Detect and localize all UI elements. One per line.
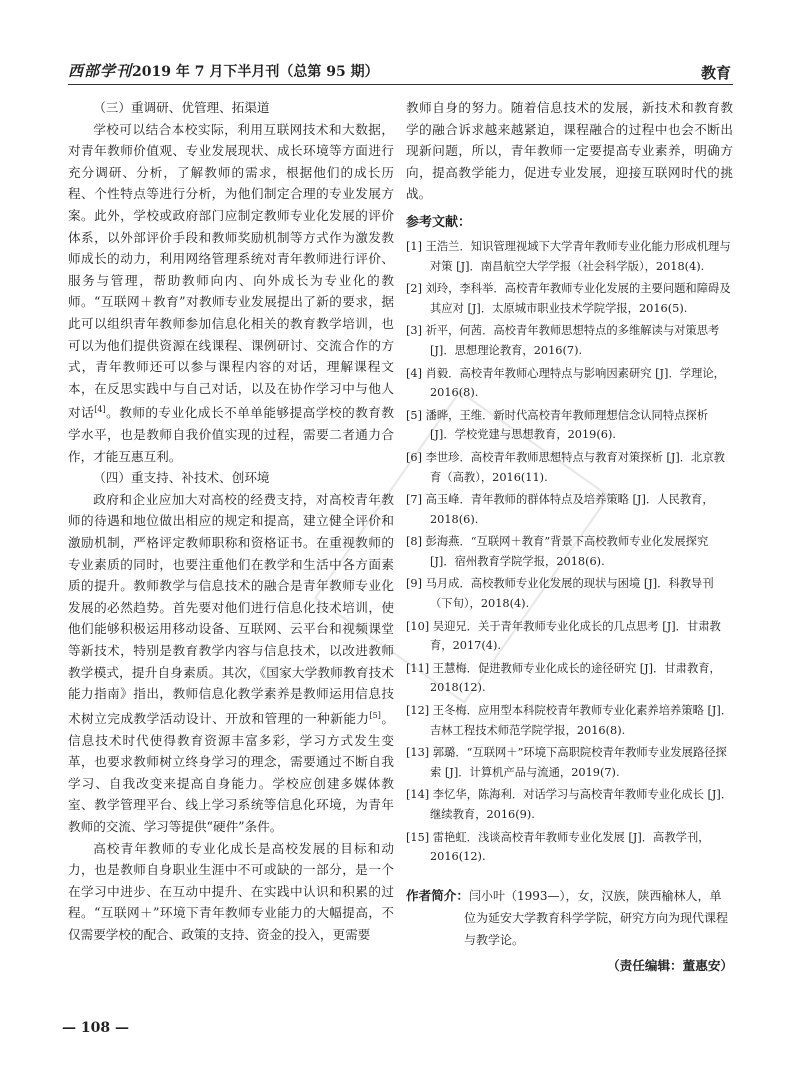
reference-item: [12] 王冬梅．应用型本科院校青年教师专业化素养培养策略 [J]．吉林工程技术师范学院学报，2016(8). bbox=[406, 704, 733, 737]
body-paragraph: 高校青年教师的专业化成长是高校发展的目标和动力，也是教师自身职业生涯中不可或缺的一部分，是一个在学习中进步、在互动中提升、在实践中认识和积累的过程。“互联网＋”环境下青年教师专业能力的大幅提高，不仅需要学校的配合、政策的支持、资金的投入，更需要 bbox=[68, 840, 394, 942]
subheading-3: （三）重调研、优管理、拓渠道 bbox=[93, 100, 270, 115]
references-title: 参考文献： bbox=[406, 214, 472, 230]
reference-item: [2] 刘玲，李科举．高校青年教师专业化发展的主要问题和障碍及其应对 [J]．太原城市职业技术学院学报，2016(5). bbox=[406, 282, 731, 315]
section-tag: 教育 bbox=[700, 64, 731, 82]
reference-item: [8] 彭海燕．“互联网＋教育”背景下高校教师专业化发展探究 [J]．宿州教育学院学报，2018(6). bbox=[406, 535, 709, 568]
journal-logo: 西部学刊 bbox=[68, 62, 133, 80]
author-label: 作者简介： bbox=[406, 887, 469, 903]
masthead bbox=[68, 62, 379, 81]
reference-item: [13] 郭璐．“互联网＋”环境下高职院校青年教师专业发展路径探索 [J]．计算机产品与流通，2019(7). bbox=[406, 746, 727, 779]
citation: [5] bbox=[369, 710, 381, 720]
responsible-editor: （责任编辑：董惠安） bbox=[607, 957, 733, 973]
body-paragraph: 教师自身的努力。随着信息技术的发展，新技术和教育教学的融合诉求越来越紧迫，课程融合的过程中也会不断出现新问题，所以，青年教师一定要提高专业素养，明确方向，提高教学能力，促进专业发展，迎接互联网时代的挑战。 bbox=[406, 100, 733, 202]
reference-item: [7] 高玉峰．青年教师的群体特点及培养策略 [J]．人民教育，2018(6). bbox=[406, 493, 714, 526]
author-bio bbox=[406, 885, 733, 951]
right-column bbox=[406, 97, 733, 974]
left-column bbox=[68, 97, 394, 946]
issue-info: 2019 年 7 月下半月刊（总第 95 期） bbox=[132, 64, 379, 80]
reference-item: [5] 潘晔，王维．新时代高校青年教师理想信念认同特点探析 [J]．学校党建与思想教育，2019(6). bbox=[406, 408, 709, 442]
reference-item: [4] 肖毅．高校青年教师心理特点与影响因素研究 [J]．学理论，2016(8). bbox=[406, 366, 725, 400]
body-paragraph: 政府和企业应加大对高校的经费支持，对高校青年教师的待遇和地位做出相应的规定和提高，建立健全评价和激励机制，严格评定教师职称和资格证书。在重视教师的专业素质的同时，也要注重他们在教学和生活中各方面素质的提升。教师教学与信息技术的融合是青年教师专业化发展的必然趋势。首先要对他们进行信息化技术培训，使他们能够积极运用移动设备、互联网、云平台和视频课堂等新技术，特别是教育教学内容与信息技术，以改进教师教学模式，提升自身素质。其次，《国家大学教师教育技术能力指南》指出，教师信息化教学素养是教师运用信息技术树立完成教学活动设计、开放和管理的一种新能力[5]。信息技术时代使得教育资源丰富多彩，学习方式发生变革，也要求教师树立终身学习的理念，需要通过不断自我学习、自我改变来提高自身能力。学校应创建多媒体教室、教学管理平台、线上学习系统等信息化环境，为青年教师的交流、学习等提供“硬件”条件。 bbox=[68, 491, 395, 834]
reference-item: [6] 李世珍．高校青年教师思想特点与教育对策探析 [J]．北京教育（高教），2016(11). bbox=[406, 450, 725, 484]
reference-list bbox=[406, 237, 733, 867]
body-paragraph: 学校可以结合本校实际，利用互联网技术和大数据，对青年教师价值观、专业发展现状、成长环境等方面进行充分调研、分析，了解教师的需求，根据他们的成长历程、个性特点等进行分析，为他们制定合理的专业发展方案。此外，学校或政府部门应制定教师专业化发展的评价体系，以外部评价手段和教师奖励机制等方式作为激发教师成长的动力，利用网络管理系统对青年教师进行评价、服务与管理，帮助教师向内、向外成长为专业化的教师。“互联网＋教育”对教师专业发展提出了新的要求，据此可以组织青年教师参加信息化相关的教育教学培训，也可以为他们提供资源在线课程、课例研讨、交流合作的方式，青年教师还可以参与课程内容的对话，理解课程文本，在反思实践中与自己对话，以及在协作学习中与他人对话[4]。教师的专业化成长不单单能够提高学校的教育教学水平，也是教师自我价值实现的过程，需要二者通力合作，才能互惠互利。 bbox=[68, 121, 395, 464]
reference-item: [15] 雷艳虹．浅谈高校青年教师专业化发展 [J]．高教学刊，2016(12). bbox=[406, 830, 710, 864]
reference-item: [11] 王慧梅．促进教师专业化成长的途径研究 [J]．甘肃教育，2018(12). bbox=[406, 661, 721, 695]
reference-item: [1] 王浩兰．知识管理视域下大学青年教师专业化能力形成机理与对策 [J]．南昌航空大学学报（社会科学版），2018(4). bbox=[406, 239, 731, 273]
author-text: 闫小叶（1993—），女，汉族，陕西榆林人，单位为延安大学教育科学学院，研究方向为现代课程与教学论。 bbox=[464, 888, 729, 947]
reference-item: [10] 吴迎兄．关于青年教师专业化成长的几点思考 [J]．甘肃教育，2017(4). bbox=[406, 619, 721, 653]
reference-item: [9] 马月成．高校教师专业化发展的现状与困境 [J]．科教导刊（下旬），2018(4). bbox=[406, 577, 714, 611]
page-number: — 108 — bbox=[62, 1020, 129, 1036]
header-rule bbox=[68, 84, 733, 85]
reference-item: [3] 祈平，何茜．高校青年教师思想特点的多维解读与对策思考 [J]．思想理论教育，2016(7). bbox=[406, 324, 720, 357]
references-section bbox=[406, 213, 733, 867]
reference-item: [14] 李忆华，陈海利．对话学习与高校青年教师专业化成长 [J]．继续教育，2016(9). bbox=[406, 788, 733, 821]
subheading-4: （四）重支持、补技术、创环境 bbox=[93, 470, 270, 486]
citation: [4] bbox=[94, 405, 106, 415]
page-header bbox=[68, 62, 733, 84]
